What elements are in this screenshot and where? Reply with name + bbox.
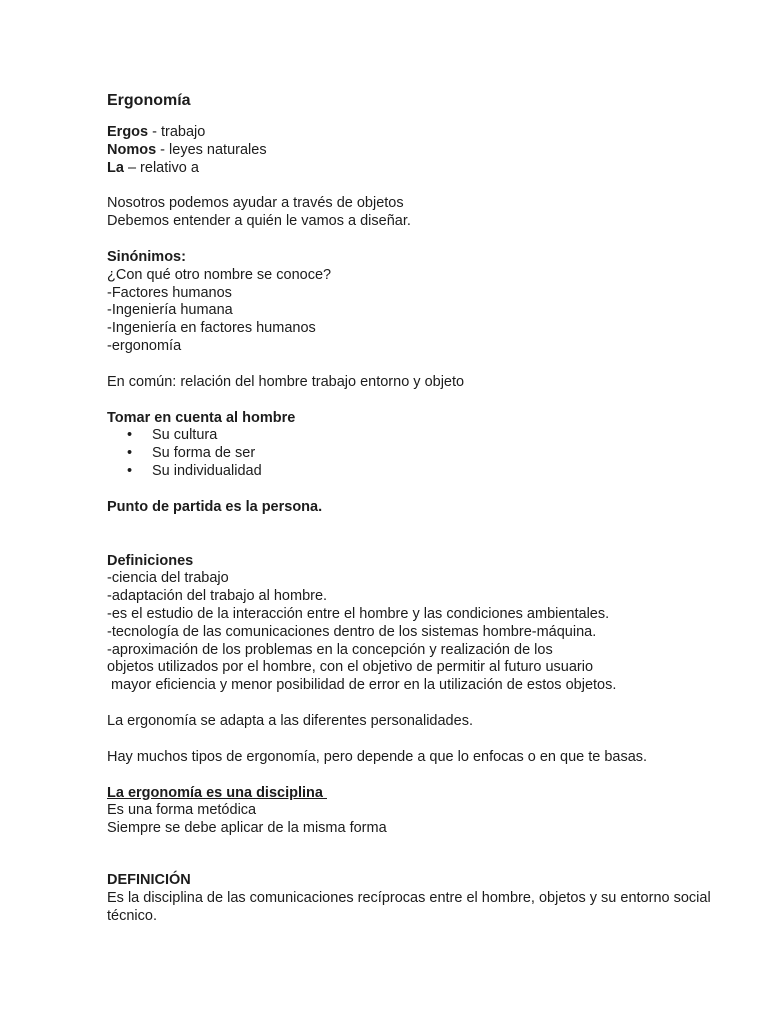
discipline-line: Siempre se debe aplicar de la misma forma [107,820,387,837]
intro-line: Nosotros podemos ayudar a través de objetos [107,195,404,212]
discipline-heading: La ergonomía es una disciplina [107,784,327,801]
etymology-meaning: relativo a [140,159,199,176]
synonym-item: -Ingeniería en factores humanos [107,320,316,337]
etymology-meaning: trabajo [160,124,206,140]
definition-line: -es el estudio de la interacción entre el hombre y las condiciones ambientales. [107,605,610,622]
starting-point-text: Punto de partida es la persona. [107,498,323,515]
synonyms-question: ¿Con qué otro nombre se conoce? [107,266,332,283]
etymology-line [107,142,728,160]
definition-line: -ciencia del trabajo [107,570,229,587]
definition-line: -tecnología de las comunicaciones dentro de los sistemas hombre-máquina. [107,623,597,640]
etymology-sep: - [148,124,161,140]
synonym-item: -Ingeniería humana [107,302,233,319]
etymology-line [107,124,728,142]
definitions-heading: Definiciones [107,552,194,569]
consider-bullet: • Su cultura [107,427,728,445]
definition-line: objetos utilizados por el hombre, con el objetivo de permitir al futuro usuario [107,659,594,676]
types-text: Hay muchos tipos de ergonomía, pero depende a que lo enfocas o en que te basas. [107,748,648,765]
etymology-term: La [107,159,124,176]
consider-bullet: • Su individualidad [107,463,728,481]
document-title: Ergonomía [107,92,191,109]
synonym-item: -ergonomía [107,337,182,354]
adapts-text: La ergonomía se adapta a las diferentes personalidades. [107,712,473,729]
definition-line: -aproximación de los problemas en la concepción y realización de los [107,641,553,658]
etymology-block [107,124,728,177]
etymology-line [107,160,728,178]
etymology-term: Nomos [107,141,157,158]
etymology-sep: – [123,159,141,176]
discipline-line: Es una forma metódica [107,802,257,819]
synonyms-heading: Sinónimos: [107,248,186,265]
consider-heading: Tomar en cuenta al hombre [107,409,296,426]
definition-line: -adaptación del trabajo al hombre. [107,588,328,605]
synonym-item: -Factores humanos [107,284,232,301]
definition-heading: DEFINICIÓN [107,871,191,888]
etymology-meaning: leyes naturales [169,141,267,158]
common-text: En común: relación del hombre trabajo entorno y objeto [107,373,465,390]
etymology-sep: - [156,141,170,158]
consider-bullet: • Su forma de ser [107,445,728,463]
definition-line: mayor eficiencia y menor posibilidad de error en la utilización de estos objetos. [107,677,617,694]
intro-line: Debemos entender a quién le vamos a diseñar. [107,213,411,230]
consider-list [107,427,728,480]
etymology-term: Ergos [107,124,149,140]
definition-text: Es la disciplina de las comunicaciones recíprocas entre el hombre, objetos y su entorno social técnico. [107,889,711,924]
